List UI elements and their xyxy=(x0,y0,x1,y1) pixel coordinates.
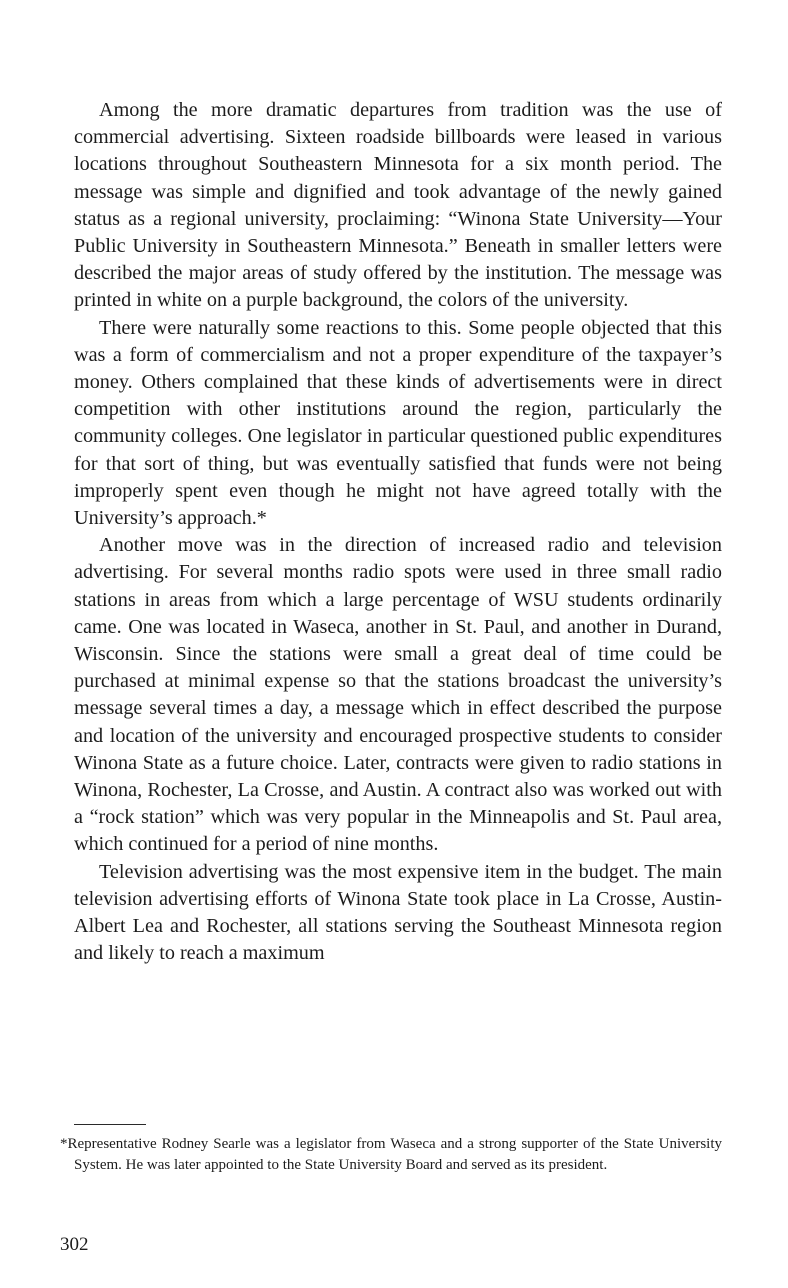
footnote-divider xyxy=(74,1124,146,1125)
body-text xyxy=(74,97,722,968)
paragraph-television: Television advertising was the most expensive item in the budget. The main television advertising efforts of Winona State took place in La Crosse, Austin-Albert Lea and Rochester, all stations serving the Southeast Minnesota region and likely to reach a maximum xyxy=(74,860,722,965)
footnote xyxy=(60,1134,722,1175)
paragraph-radio: Another move was in the direction of increased radio and television advertising. For several months radio spots were used in three small radio stations in areas from which a large percentage of WSU students ordinarily came. One was located in Waseca, another in St. Paul, and another in Durand, Wisconsin. Since the stations were small a great deal of time could be purchased at minimal expense so that the stations broadcast the university’s message several times a day, a message which in effect described the purpose and location of the university and encouraged prospective students to consider Winona State as a future choice. Later, contracts were given to radio stations in Winona, Rochester, La Crosse, and Austin. A contract also was worked out with a “rock station” which was very popular in the Minneapolis and St. Paul area, which continued for a period of nine months. xyxy=(74,534,722,856)
footnote-text: *Representative Rodney Searle was a legislator from Waseca and a strong supporter of the State University System. He was later appointed to the State University Board and served as its president. xyxy=(60,1136,722,1173)
page-number: 302 xyxy=(60,1234,89,1255)
paragraph-reactions: There were naturally some reactions to this. Some people objected that this was a form of commercialism and not a proper expenditure of the taxpayer’s money. Others complained that these kinds of advertisements were in direct competition with other institutions around the region, particularly the community colleges. One legislator in particular questioned public expenditures for that sort of thing, but was eventually satisfied that funds were not being improperly spent even though he might not have agreed totally with the University’s approach.* xyxy=(74,316,722,530)
paragraph-billboards: Among the more dramatic departures from tradition was the use of commercial advertising. Sixteen roadside billboards were leased in various locations throughout Southeastern Minnesota for a six month period. The message was simple and dignified and took advantage of the newly gained status as a regional university, proclaiming: “Winona State University—Your Public University in Southeastern Minnesota.” Beneath in smaller letters were described the major areas of study offered by the institution. The message was printed in white on a purple background, the colors of the university. xyxy=(74,99,722,312)
